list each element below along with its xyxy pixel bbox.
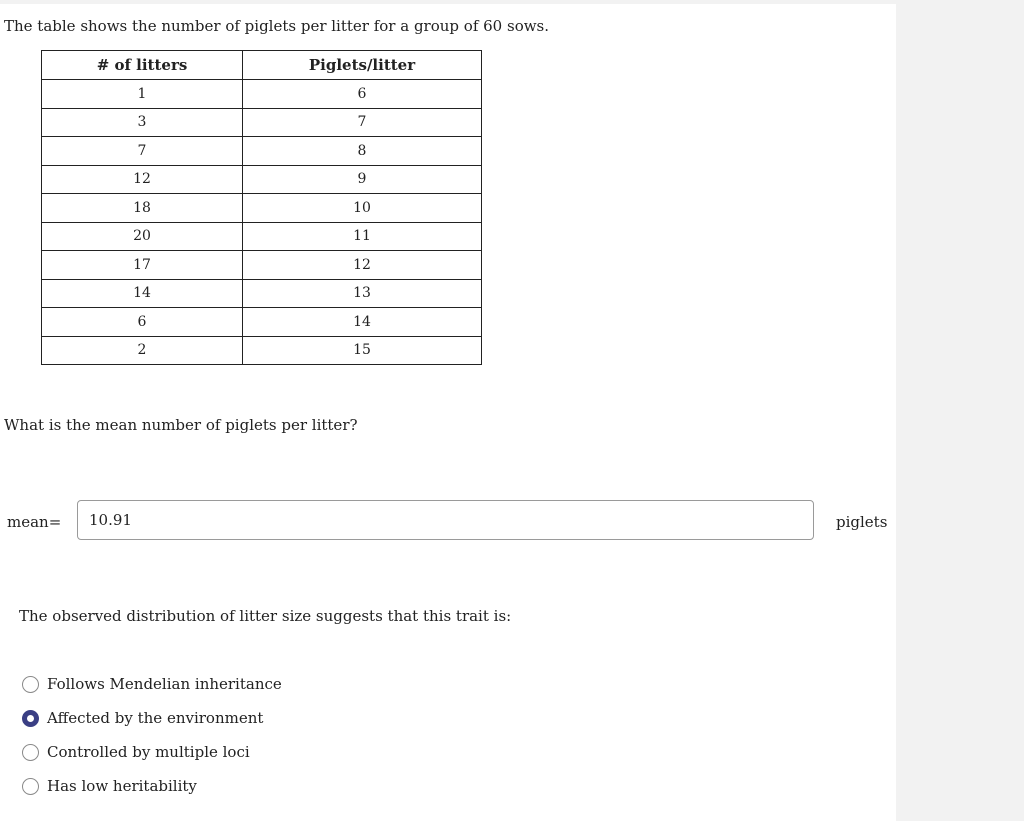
table-row [42, 194, 482, 223]
table-row [42, 108, 482, 137]
option-label: Has low heritability [47, 777, 197, 795]
radio-button[interactable] [22, 676, 39, 693]
mean-question: What is the mean number of piglets per litter? [4, 416, 358, 434]
litters-cell: 6 [42, 308, 243, 337]
option-multiple-loci[interactable] [22, 735, 282, 769]
right-gutter [896, 0, 1024, 821]
litters-cell: 18 [42, 194, 243, 223]
litters-cell: 12 [42, 165, 243, 194]
radio-button[interactable] [22, 744, 39, 761]
litters-cell: 14 [42, 279, 243, 308]
piglets-cell: 11 [243, 222, 482, 251]
option-low-heritability[interactable] [22, 769, 282, 803]
piglets-cell: 10 [243, 194, 482, 223]
litters-cell: 7 [42, 137, 243, 166]
piglets-cell: 13 [243, 279, 482, 308]
litters-cell: 20 [42, 222, 243, 251]
piglets-cell: 14 [243, 308, 482, 337]
litters-cell: 1 [42, 80, 243, 109]
table-row [42, 279, 482, 308]
option-label: Affected by the environment [47, 709, 264, 727]
mean-input[interactable]: 10.91 [77, 500, 814, 540]
unit-label: piglets [836, 513, 888, 531]
option-mendelian[interactable] [22, 667, 282, 701]
piglets-cell: 12 [243, 251, 482, 280]
option-label: Follows Mendelian inheritance [47, 675, 282, 693]
column-header-piglets: Piglets/litter [243, 51, 482, 80]
radio-button[interactable] [22, 710, 39, 727]
question-page [0, 4, 896, 821]
litter-table [41, 50, 482, 365]
piglets-cell: 9 [243, 165, 482, 194]
trait-question: The observed distribution of litter size suggests that this trait is: [19, 607, 512, 625]
litters-cell: 17 [42, 251, 243, 280]
table-row [42, 165, 482, 194]
table-row [42, 336, 482, 365]
piglets-cell: 8 [243, 137, 482, 166]
litters-cell: 3 [42, 108, 243, 137]
column-header-litters: # of litters [42, 51, 243, 80]
table-row [42, 308, 482, 337]
piglets-cell: 6 [243, 80, 482, 109]
intro-text: The table shows the number of piglets per litter for a group of 60 sows. [4, 17, 550, 35]
radio-button[interactable] [22, 778, 39, 795]
litters-cell: 2 [42, 336, 243, 365]
piglets-cell: 7 [243, 108, 482, 137]
table-row [42, 137, 482, 166]
answer-options [22, 667, 282, 803]
table-row [42, 80, 482, 109]
option-label: Controlled by multiple loci [47, 743, 250, 761]
table-row [42, 222, 482, 251]
table-row [42, 251, 482, 280]
mean-label: mean= [7, 513, 62, 531]
option-environment[interactable] [22, 701, 282, 735]
table-header-row [42, 51, 482, 80]
piglets-cell: 15 [243, 336, 482, 365]
